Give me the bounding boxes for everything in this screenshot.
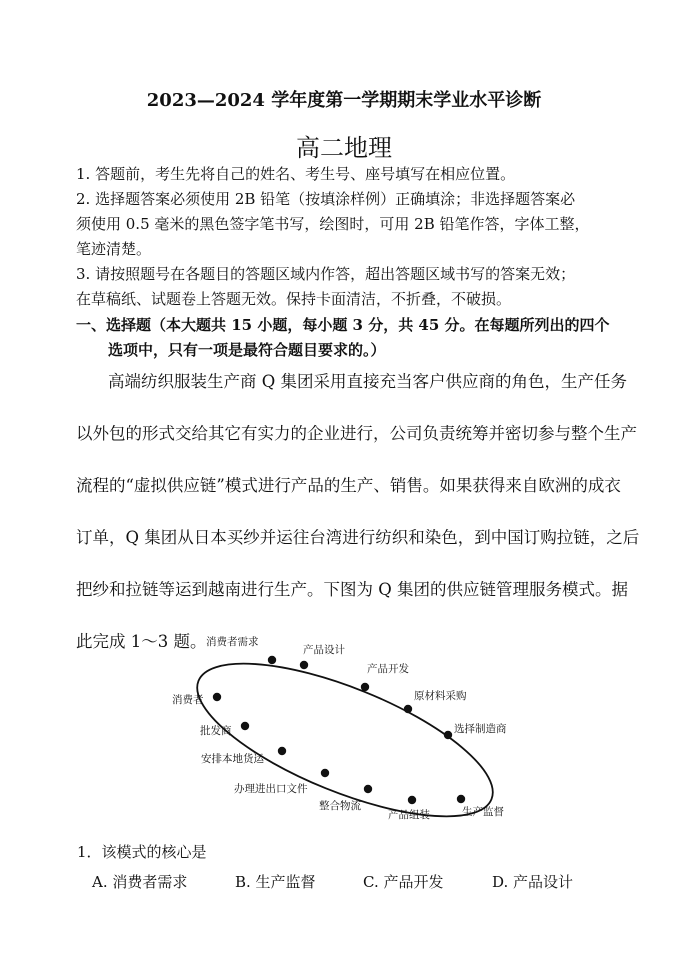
diagram-node <box>241 722 249 730</box>
exam-subject: 高二地理 <box>296 134 392 162</box>
diagram-node <box>444 731 452 739</box>
label-raw-material: 原材料采购 <box>414 690 467 702</box>
diagram-node <box>300 661 308 669</box>
diagram-node <box>321 769 329 777</box>
diagram-node <box>278 747 286 755</box>
option-d[interactable]: D. 产品设计 <box>492 873 574 891</box>
supply-chain-diagram <box>150 625 550 835</box>
label-product-development: 产品开发 <box>367 663 409 675</box>
label-logistics: 整合物流 <box>319 800 361 812</box>
label-select-manufacturer: 选择制造商 <box>454 723 507 735</box>
note-line: 在草稿纸、试题卷上答题无效。保持卡面清洁，不折叠，不破损。 <box>76 290 512 308</box>
option-c[interactable]: C. 产品开发 <box>363 873 444 891</box>
passage-line: 此完成 1～3 题。 <box>76 632 207 651</box>
option-b[interactable]: B. 生产监督 <box>235 873 316 891</box>
section-heading: 一、选择题（本大题共 15 小题，每小题 3 分，共 45 分。在每题所列出的四个 <box>76 316 610 334</box>
label-production-supervision: 生产监督 <box>462 806 504 818</box>
label-wholesaler: 批发商 <box>200 725 232 737</box>
passage-line: 高端纺织服装生产商 Q 集团采用直接充当客户供应商的角色，生产任务 <box>108 372 628 391</box>
note-line: 须使用 0.5 毫米的黑色签字笔书写，绘图时，可用 2B 铅笔作答，字体工整， <box>76 215 590 233</box>
label-consumer: 消费者 <box>172 694 204 706</box>
diagram-node <box>408 796 416 804</box>
option-a[interactable]: A. 消费者需求 <box>92 873 188 891</box>
question-stem: 1．该模式的核心是 <box>77 843 207 861</box>
passage-line: 订单，Q 集团从日本买纱并运往台湾进行纺织和染色，到中国订购拉链，之后 <box>76 528 640 547</box>
diagram-node <box>457 795 465 803</box>
label-consumer-demand: 消费者需求 <box>206 636 259 648</box>
section-heading-cont: 选项中，只有一项是最符合题目要求的。） <box>108 341 386 359</box>
note-line: 1. 答题前，考生先将自己的姓名、考生号、座号填写在相应位置。 <box>76 165 516 183</box>
passage-line: 以外包的形式交给其它有实力的企业进行，公司负责统筹并密切参与整个生产 <box>76 424 637 443</box>
passage-line: 流程的“虚拟供应链”模式进行产品的生产、销售。如果获得来自欧洲的成衣 <box>76 476 621 495</box>
diagram-node <box>268 656 276 664</box>
diagram-node <box>361 683 369 691</box>
diagram-node <box>213 693 221 701</box>
label-product-design: 产品设计 <box>303 644 345 656</box>
note-line: 3. 请按照题号在各题目的答题区域内作答，超出答题区域书写的答案无效； <box>76 265 576 283</box>
diagram-node <box>404 705 412 713</box>
passage-line: 把纱和拉链等运到越南进行生产。下图为 Q 集团的供应链管理服务模式。据 <box>76 580 629 599</box>
note-line: 2. 选择题答案必须使用 2B 铅笔（按填涂样例）正确填涂；非选择题答案必 <box>76 190 576 208</box>
label-product-assembly: 产品组装 <box>388 809 430 821</box>
label-import-export: 办理进出口文件 <box>234 783 308 795</box>
note-line: 笔迹清楚。 <box>76 240 152 258</box>
label-local-shipping: 安排本地货运 <box>201 753 264 765</box>
diagram-node <box>364 785 372 793</box>
exam-title: 2023—2024 学年度第一学期期末学业水平诊断 <box>146 90 542 111</box>
